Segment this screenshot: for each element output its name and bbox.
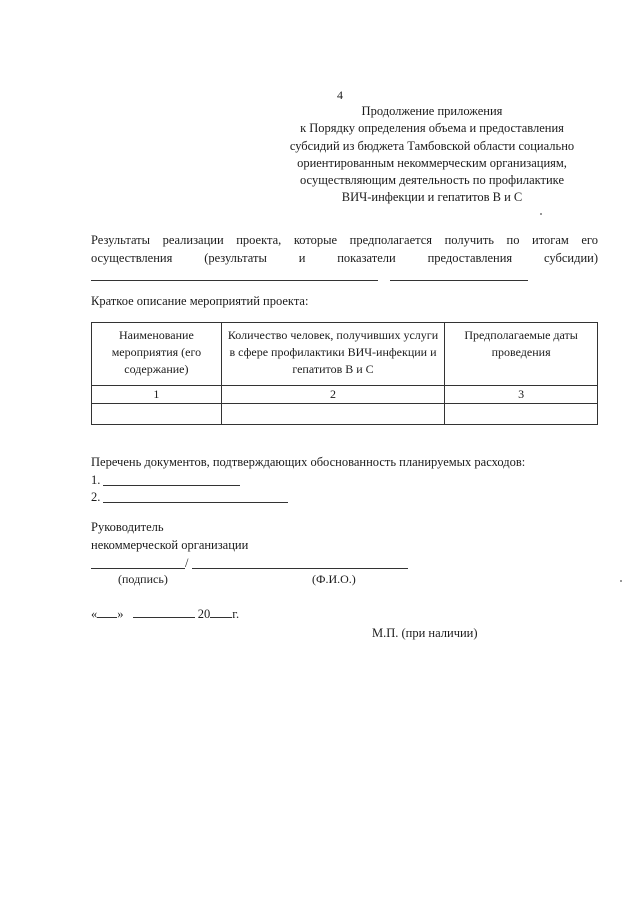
- header-line: осуществляющим деятельность по профилактике: [300, 173, 564, 188]
- results-word: показатели: [337, 251, 396, 265]
- stamp-note: М.П. (при наличии): [372, 626, 478, 640]
- head-organization: некоммерческой организации: [91, 538, 249, 552]
- document-item-line[interactable]: [103, 485, 240, 486]
- page-number: 4: [337, 88, 343, 102]
- signature-line[interactable]: [91, 568, 185, 569]
- header-line: ориентированным некоммерческим организациям,: [297, 155, 567, 170]
- date-quote-open: «: [91, 607, 98, 621]
- fio-label: (Ф.И.О.): [312, 572, 356, 586]
- table-cell-empty[interactable]: [445, 404, 598, 425]
- document-item-line[interactable]: [103, 502, 288, 503]
- appendix-header: [270, 103, 594, 207]
- date-year-prefix: 20: [197, 607, 211, 621]
- brief-description-label: Краткое описание мероприятий проекта:: [91, 294, 309, 308]
- results-word: предоставления: [427, 251, 513, 265]
- results-word: осуществления: [91, 251, 173, 265]
- date-day-field[interactable]: [97, 617, 117, 618]
- header-line: ВИЧ-инфекции и гепатитов В и С: [341, 190, 523, 205]
- scan-speck: [540, 213, 542, 215]
- table-cell-empty[interactable]: [221, 404, 444, 425]
- table-cell-empty[interactable]: [92, 404, 222, 425]
- results-word: (результаты: [204, 251, 267, 265]
- results-word: субсидии): [544, 251, 598, 265]
- document-item-number: 1.: [91, 473, 101, 487]
- results-fill-line[interactable]: [390, 280, 528, 281]
- scan-speck: [620, 580, 622, 582]
- events-table: [91, 322, 598, 425]
- header-line: к Порядку определения объема и предоставления: [300, 121, 564, 136]
- fio-line[interactable]: [192, 568, 408, 569]
- date-year-field[interactable]: [210, 617, 232, 618]
- results-line-1: Результаты реализации проекта, которые предполагается получить по итогам его: [91, 233, 598, 247]
- date-year-suffix: г.: [232, 607, 240, 621]
- column-number: 3: [445, 386, 598, 404]
- documents-title: Перечень документов, подтверждающих обоснованность планируемых расходов:: [91, 455, 526, 469]
- date-month-field[interactable]: [133, 617, 195, 618]
- header-line: субсидий из бюджета Тамбовской области социально: [289, 138, 575, 153]
- results-line-2: [91, 251, 598, 266]
- col-header-dates: Предполагаемые даты проведения: [445, 323, 598, 386]
- col-header-people-count: Количество человек, получивших услуги в сфере профилактики ВИЧ-инфекции и гепатитов В и С: [221, 323, 444, 386]
- header-line: Продолжение приложения: [361, 104, 503, 118]
- column-number: 2: [221, 386, 444, 404]
- results-word: и: [298, 251, 306, 265]
- date-quote-close: »: [117, 607, 124, 621]
- results-fill-line[interactable]: [91, 280, 378, 281]
- date-line: [91, 607, 239, 622]
- head-title: Руководитель: [91, 520, 164, 534]
- signature-label: (подпись): [118, 572, 168, 586]
- signature-separator: /: [185, 556, 189, 570]
- column-number: 1: [92, 386, 222, 404]
- document-item-number: 2.: [91, 490, 101, 504]
- col-header-event-name: Наименование мероприятия (его содержание): [92, 323, 222, 386]
